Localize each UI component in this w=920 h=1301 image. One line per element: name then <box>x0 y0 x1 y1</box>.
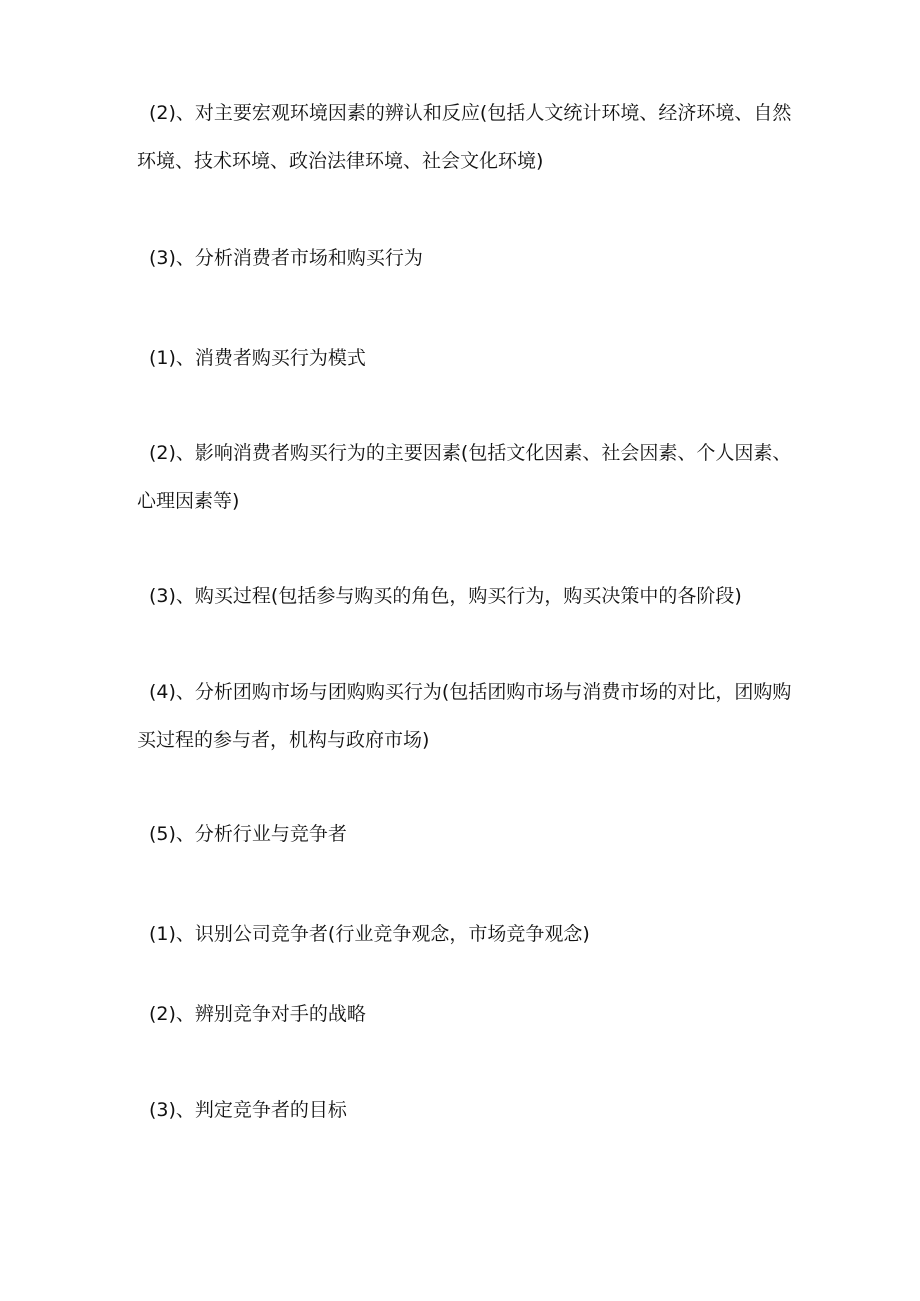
paragraph-competitor-strategy: (2)、辨别竞争对手的战略 <box>149 1003 366 1025</box>
paragraph-competitor-goals: (3)、判定竞争者的目标 <box>149 1099 347 1121</box>
paragraph-buying-process: (3)、购买过程(包括参与购买的角色，购买行为，购买决策中的各阶段) <box>149 585 742 607</box>
paragraph-industry-competitors: (5)、分析行业与竞争者 <box>149 823 347 845</box>
paragraph-consumer-market: (3)、分析消费者市场和购买行为 <box>149 247 423 269</box>
paragraph-behavior-model: (1)、消费者购买行为模式 <box>149 347 366 369</box>
paragraph-identify-competitors: (1)、识别公司竞争者(行业竞争观念，市场竞争观念) <box>149 923 590 945</box>
paragraph-group-buying: (4)、分析团购市场与团购购买行为(包括团购市场与消费市场的对比，团购购买过程的参与者，机构与政府市场) <box>137 681 792 751</box>
paragraph-macro-environment: (2)、对主要宏观环境因素的辨认和反应(包括人文统计环境、经济环境、自然环境、技术环境、政治法律环境、社会文化环境) <box>137 102 792 172</box>
paragraph-behavior-factors: (2)、影响消费者购买行为的主要因素(包括文化因素、社会因素、个人因素、心理因素等) <box>137 442 792 512</box>
